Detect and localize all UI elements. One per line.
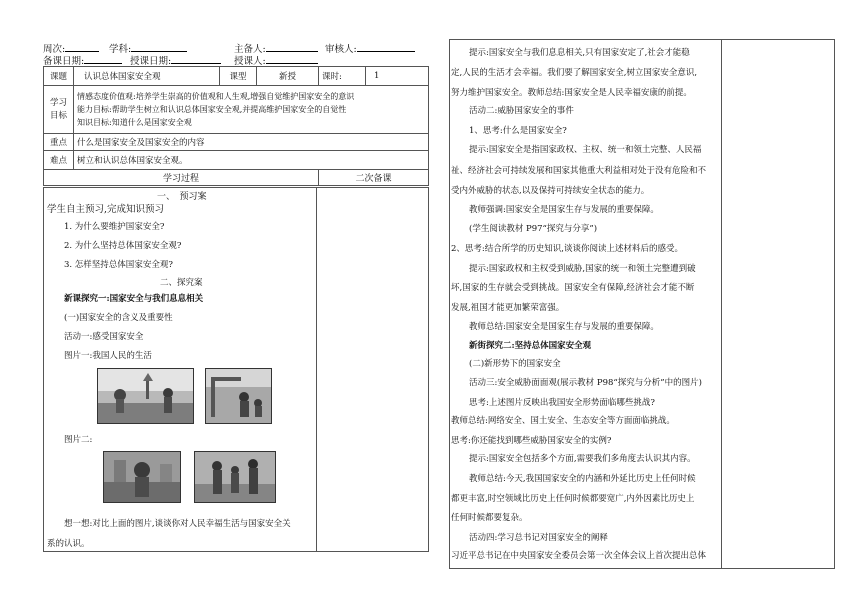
type-label: 课型 — [220, 67, 257, 86]
teacher-field — [234, 53, 318, 67]
right-text-line: 坏,国家的生存就会受到挑战。国家安全有保障,经济社会才能不断 — [451, 283, 695, 293]
subject-blank — [131, 42, 187, 52]
teach-date-label: 授课日期: — [130, 56, 172, 67]
preparer-blank — [266, 42, 318, 52]
difficult-value: 树立和认识总体国家安全观。 — [74, 151, 429, 170]
right-text-line: 活动二:威胁国家安全的事件 — [469, 106, 574, 116]
reviewer-label: 审核人: — [325, 44, 357, 55]
topic-value: 认识总体国家安全观 — [74, 67, 220, 86]
second-prep-header: 二次备课 — [319, 170, 429, 186]
right-text-line: 活动三:安全威胁面面观(展示教材 P98“探究与分析”中的图片) — [469, 378, 702, 388]
right-text-line: 任何时候都要复杂。 — [451, 513, 528, 523]
goals-label-line-2: 目标 — [49, 110, 67, 121]
reviewer-blank — [357, 42, 415, 52]
right-text-line: 提示:国家政权和主权受到威胁,国家的统一和领土完整遭到破 — [469, 264, 696, 274]
right-text-line: (学生阅读教材 P97“探究与分享”) — [469, 224, 598, 234]
think-line-2: 系的认识。 — [47, 539, 90, 549]
prep-date-label: 备课日期: — [43, 56, 85, 67]
hours-value: 1 — [366, 67, 429, 86]
goals-list — [74, 86, 429, 134]
right-text-line: 提示:国家安全与我们息息相关,只有国家安定了,社会才能稳 — [469, 48, 690, 58]
right-text-line: 教师总结:国家安全是国家生存与发展的重要保障。 — [469, 322, 659, 332]
goals-label — [44, 86, 74, 134]
right-text-line: 都更丰富,时空领域比历史上任何时候都要宽广,内外因素比历史上 — [451, 494, 695, 504]
right-text-line: 活动四:学习总书记对国家安全的阐释 — [469, 533, 608, 543]
explore-title: 二、探究案 — [160, 278, 203, 288]
teach-date-field — [130, 53, 221, 67]
prep-date-blank — [84, 54, 122, 64]
question-3: 3. 怎样坚持总体国家安全观? — [64, 260, 173, 270]
right-text-line: 1、思考:什么是国家安全? — [469, 126, 567, 136]
picture-2-caption: 图片二: — [64, 435, 93, 445]
right-text-line: 定,人民的生活才会幸福。我们要了解国家安全,树立国家安全意识, — [451, 68, 698, 78]
week-blank — [65, 42, 99, 52]
right-text-line: 教师总结:今天,我国国家安全的内涵和外延比历史上任何时候 — [469, 474, 696, 484]
right-text-line: 努力维护国家安全。教师总结:国家安全是人民幸福安康的前提。 — [451, 88, 692, 98]
right-text-line: 祉、经济社会可持续发展和国家其他重大利益相对处于没有危险和不 — [451, 166, 707, 176]
preview-intro: 学生自主预习,完成知识预习 — [47, 204, 165, 215]
prep-date-field — [43, 53, 122, 67]
photo-family-playground — [205, 368, 272, 424]
right-text-line: 思考:你还能找到哪些威胁国家安全的实例? — [451, 436, 612, 446]
subject-label: 学科: — [109, 44, 132, 55]
section-1-title: (一)国家安全的含义及重要性 — [64, 313, 173, 323]
right-text-line: 思考:上述图片反映出我国安全形势面临哪些挑战? — [469, 398, 655, 408]
process-header: 学习过程 — [44, 170, 319, 186]
right-text-line: 受内外威胁的状态,以及保持可持续安全状态的能力。 — [451, 186, 650, 196]
week-label: 周次: — [43, 44, 66, 55]
topic-label: 课题 — [44, 67, 74, 86]
hours-label: 课时: — [319, 67, 366, 86]
type-value: 新授 — [257, 67, 319, 86]
question-2: 2. 为什么坚持总体国家安全观? — [64, 241, 182, 251]
photo-child-in-hardship — [103, 451, 181, 503]
key-value: 什么是国家安全及国家安全的内容 — [74, 134, 429, 151]
goals-label-line-1: 学习 — [49, 97, 67, 108]
teacher-label: 授课人: — [234, 56, 266, 67]
right-text-line: 新街探究二:坚持总体国家安全观 — [469, 341, 592, 351]
lesson-plan-table — [43, 66, 429, 186]
question-1: 1. 为什么要维护国家安全? — [64, 222, 165, 232]
explore1-title: 新课探究一:国家安全与我们息息相关 — [64, 294, 204, 304]
right-text-line: 发展,祖国才能更加繁荣富强。 — [451, 303, 565, 313]
photo-refugees-walking — [194, 451, 276, 503]
key-label: 重点 — [44, 134, 74, 151]
picture-1-caption: 图片一:我国人民的生活 — [64, 351, 152, 361]
goal-ability: 能力目标:帮助学生树立和认识总体国家安全观,并提高维护国家安全的自觉性 — [77, 105, 347, 114]
preview-title: 一、 预习案 — [157, 192, 207, 202]
goal-emotion: 情感态度价值观:培养学生崇高的价值观和人生观,增强自觉维护国家安全的意识 — [77, 92, 355, 101]
right-second-prep-panel — [721, 39, 835, 569]
preparer-label: 主备人: — [234, 44, 266, 55]
right-text-line: 教师总结:网络安全、国土安全、生态安全等方面面临挑战。 — [451, 416, 675, 426]
left-second-prep-panel — [316, 187, 429, 552]
right-text-line: (二)新形势下的国家安全 — [469, 359, 561, 369]
reviewer-field — [325, 41, 415, 55]
goal-knowledge: 知识目标:知道什么是国家安全观 — [77, 118, 192, 127]
difficult-label: 难点 — [44, 151, 74, 170]
think-line-1: 想一想:对比上面的图片,谈谈你对人民幸福生活与国家安全关 — [64, 519, 291, 529]
right-text-line: 提示:国家安全包括多个方面,需要我们多角度去认识其内容。 — [469, 454, 696, 464]
right-text-line: 提示:国家安全是指国家政权、主权、统一和领土完整、人民福 — [469, 145, 702, 155]
teach-date-blank — [171, 54, 221, 64]
activity-1: 活动一:感受国家安全 — [64, 332, 144, 342]
photo-children-playing-park — [97, 368, 194, 424]
right-text-line: 教师强调:国家安全是国家生存与发展的重要保障。 — [469, 205, 659, 215]
teacher-blank — [266, 54, 318, 64]
right-text-line: 2、思考:结合所学的历史知识,谈谈你阅读上述材料后的感受。 — [451, 244, 683, 254]
right-text-line: 习近平总书记在中央国家安全委员会第一次全体会议上首次提出总体 — [451, 551, 707, 561]
